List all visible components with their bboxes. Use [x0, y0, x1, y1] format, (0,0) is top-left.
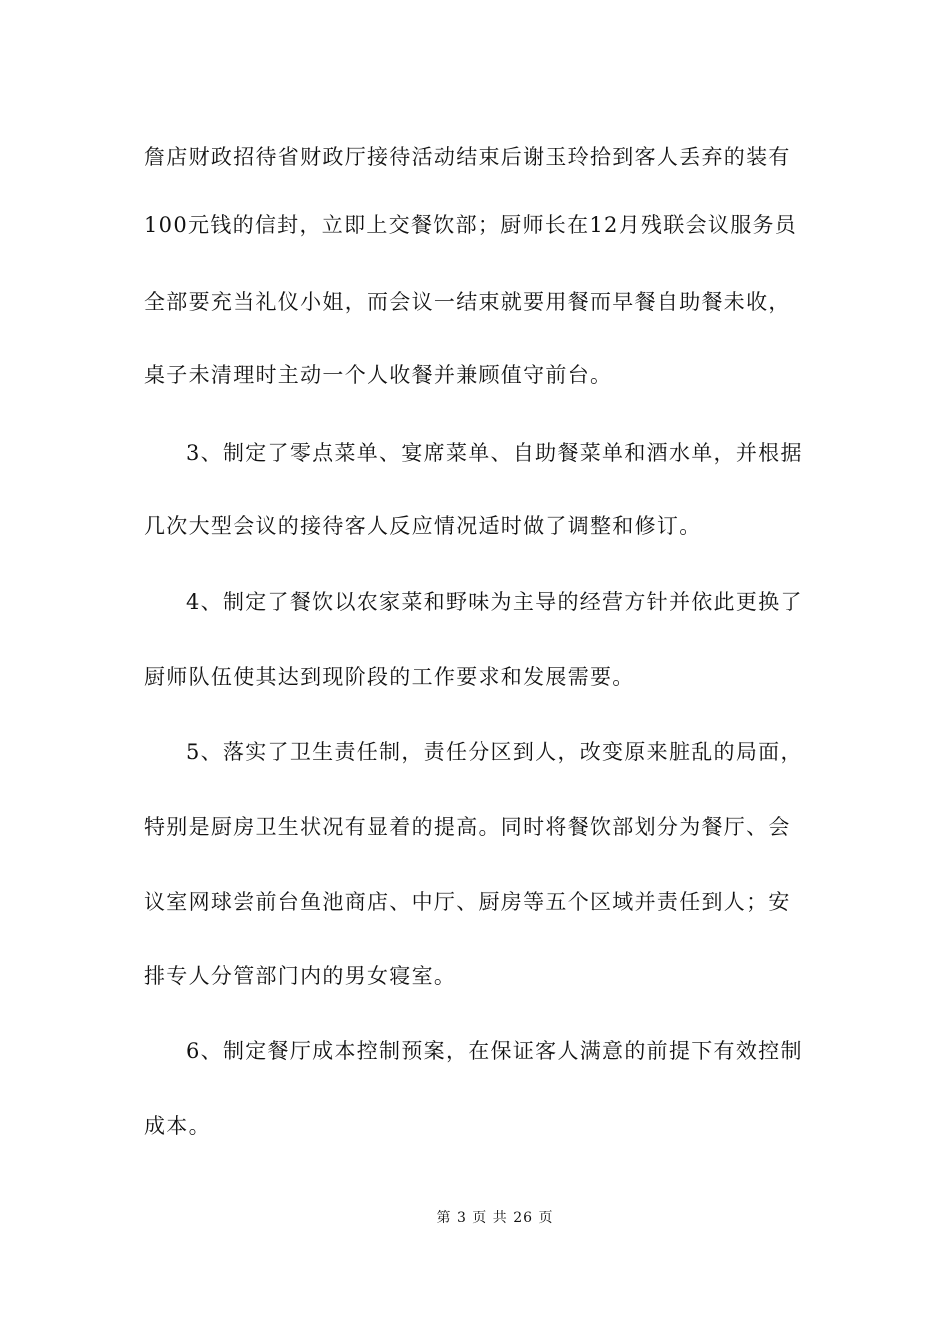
paragraph-line: 全部要充当礼仪小姐，而会议一结束就要用餐而早餐自助餐未收， [144, 290, 791, 314]
paragraph-line: 几次大型会议的接待客人反应情况适时做了调整和修订。 [144, 514, 702, 538]
paragraph-line: 3、制定了零点菜单、宴席菜单、自助餐菜单和酒水单，并根据 [186, 441, 803, 465]
paragraph-line: 排专人分管部门内的男女寝室。 [144, 964, 457, 988]
paragraph-line: 桌子未清理时主动一个人收餐并兼顾值守前台。 [144, 363, 613, 387]
paragraph-line: 6、制定餐厅成本控制预案，在保证客人满意的前提下有效控制 [186, 1039, 803, 1063]
paragraph-line: 特别是厨房卫生状况有显着的提高。同时将餐饮部划分为餐厅、会 [144, 815, 791, 839]
paragraph-line: 厨师队伍使其达到现阶段的工作要求和发展需要。 [144, 665, 635, 689]
page-number-footer: 第 3 页 共 26 页 [436, 1210, 554, 1226]
paragraph-line: 议室网球尝前台鱼池商店、中厅、厨房等五个区域并责任到人；安 [144, 890, 791, 914]
paragraph-line: 5、落实了卫生责任制，责任分区到人，改变原来脏乱的局面， [186, 740, 803, 764]
paragraph-line: 100元钱的信封，立即上交餐饮部；厨师长在12月残联会议服务员 [144, 213, 798, 237]
paragraph-line: 4、制定了餐饮以农家菜和野味为主导的经营方针并依此更换了 [186, 590, 803, 614]
paragraph-line: 成本。 [144, 1114, 211, 1138]
paragraph-line: 詹店财政招待省财政厅接待活动结束后谢玉玲拾到客人丢弃的装有 [144, 145, 791, 169]
